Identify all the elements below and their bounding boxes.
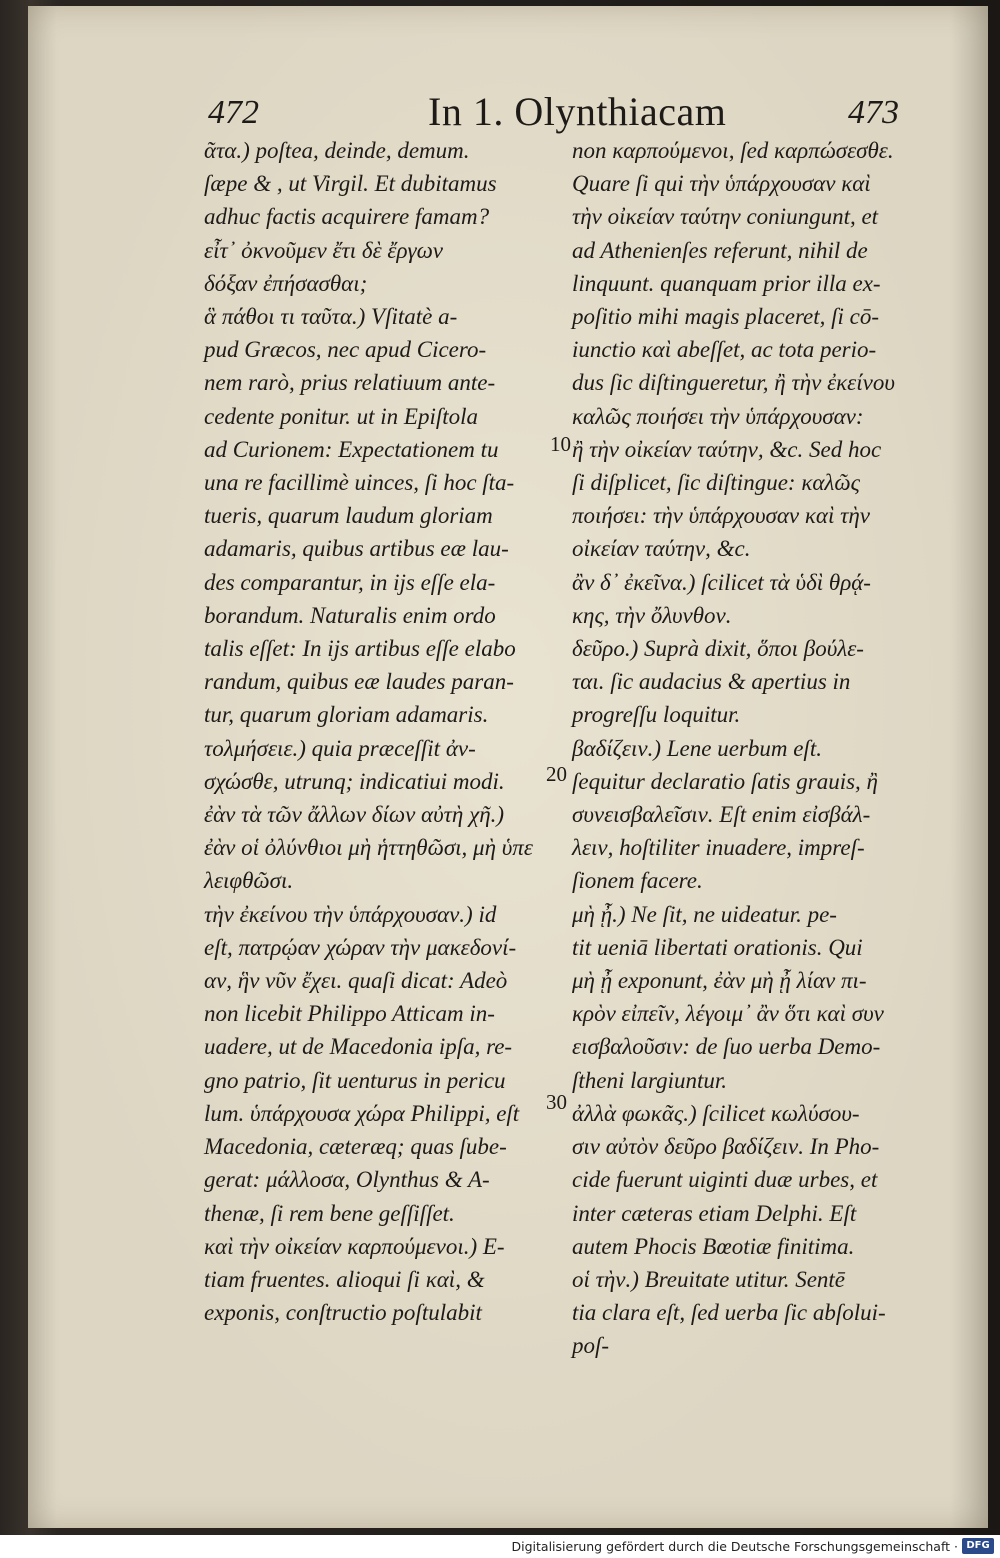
text-line: tueris, quarum laudum gloriam bbox=[204, 503, 493, 529]
text-line: randum, quibus eæ laudes paran- bbox=[204, 669, 514, 695]
text-line: cedente ponitur. ut in Epiſtola bbox=[204, 403, 479, 429]
text-line: lum. ὑπάρχουσα χώρα Philippi, eſt bbox=[204, 1100, 520, 1126]
text-line: Quare ſi qui τὴν ὑπάρχουσαν καὶ bbox=[572, 171, 871, 197]
text-line: ᾶτα.) poſtea, deinde, demum. bbox=[204, 138, 470, 163]
text-line: ἐὰν τὰ τῶν ἄλλων δίων αὐτὴ χῆ.) bbox=[204, 802, 505, 828]
text-line: βαδίζειν.) Lene uerbum eſt. bbox=[572, 735, 822, 761]
text-line: ται. ſic audacius & apertius in bbox=[572, 669, 851, 695]
text-line: ſæpe & , ut Virgil. Et dubitamus bbox=[204, 171, 497, 197]
text-line: ſi diſplicet, ſic diſtingue: καλῶς bbox=[572, 470, 860, 496]
text-line: una re facillimè uinces, ſi hoc ſta- bbox=[204, 470, 515, 496]
page-number-right: 473 bbox=[848, 94, 899, 131]
text-line: ἀλλὰ φωκᾶς.) ſcilicet κωλύσου- bbox=[572, 1100, 860, 1126]
text-line: tia clara eſt, ſed uerba ſic abſolui- bbox=[572, 1300, 886, 1326]
text-line: dus ſic diſtingueretur, ἢ τὴν ἐκείνου bbox=[572, 370, 895, 396]
text-line: gno patrio, ſit uenturus in pericu bbox=[204, 1067, 506, 1093]
text-line: εισβαλοῦσιν: de ſuo uerba Demo- bbox=[572, 1034, 881, 1060]
text-line: adamaris, quibus artibus eæ lau- bbox=[204, 536, 509, 562]
text-line: ſequitur declaratio ſatis grauis, ἢ bbox=[572, 768, 878, 794]
text-line: τὴν οἰκείαν ταύτην coniungunt, et bbox=[572, 204, 879, 230]
text-line: pud Græcos, nec apud Cicero- bbox=[204, 337, 487, 363]
text-line: συνεισβαλεῖσιν. Eſt enim εἰσβάλ- bbox=[572, 802, 871, 828]
text-line: ad Curionem: Expectationem tu bbox=[204, 436, 499, 462]
text-line: talis eſſet: In ijs artibus eſſe elabo bbox=[204, 636, 516, 662]
text-line: σχώσθε, utrunq; indicatiui modi. bbox=[204, 768, 505, 794]
text-line: non licebit Philippo Atticam in- bbox=[204, 1001, 495, 1027]
text-line: λειφθῶσι. bbox=[204, 868, 294, 894]
text-line: poſitio mihi magis placeret, ſi cō- bbox=[572, 304, 880, 330]
text-line: ſtheni largiuntur. bbox=[572, 1067, 728, 1093]
text-line: εἶτ᾽ ὀκνοῦμεν ἔτι δὲ ἔργων bbox=[204, 237, 444, 263]
text-line: adhuc factis acquirere famam? bbox=[204, 204, 490, 230]
text-line: σιν αὐτὸν δεῦρο βαδίζειν. In Pho- bbox=[572, 1134, 880, 1160]
text-line: οἱ τὴν.) Breuitate utitur. Sentē bbox=[572, 1266, 846, 1292]
text-line: τολμήσειε.) quia præceſſit ἀν- bbox=[204, 735, 476, 761]
text-line: tiam fruentes. alioqui ſi καὶ, & bbox=[204, 1266, 485, 1292]
page-number-left: 472 bbox=[208, 94, 259, 131]
text-line: tur, quarum gloriam adamaris. bbox=[204, 702, 489, 728]
text-line: progreſſu loquitur. bbox=[572, 702, 741, 728]
text-line: μὴ ᾖ.) Ne ſit, ne uideatur. pe- bbox=[572, 901, 837, 927]
left-text-column bbox=[204, 134, 564, 1329]
funding-notice: Digitalisierung gefördert durch die Deutsche Forschungsgemeinschaft · bbox=[511, 1539, 958, 1554]
text-line: κης, τὴν ὄλυνθον. bbox=[572, 602, 732, 628]
text-line: αν, ἣν νῦν ἔχει. quaſi dicat: Adeò bbox=[204, 968, 508, 994]
text-line: ἃ πάθοι τι ταῦτα.) Vſitatè a- bbox=[204, 304, 458, 330]
text-line: ἂν δ᾽ ἐκεῖνα.) ſcilicet τὰ ὑδὶ θρᾴ- bbox=[572, 569, 871, 595]
text-line: tit ueniā libertati orationis. Qui bbox=[572, 934, 863, 960]
running-title: In 1. Olynthiacam bbox=[428, 89, 727, 134]
line-number-30: 30 bbox=[546, 1090, 567, 1114]
text-line: ad Athenienſes referunt, nihil de bbox=[572, 237, 868, 263]
text-line: non καρπούμενοι, ſed καρπώσεσθε. bbox=[572, 138, 894, 163]
text-line: nem rarò, prius relatiuum ante- bbox=[204, 370, 496, 396]
text-line: καλῶς ποιήσει τὴν ὑπάρχουσαν: bbox=[572, 403, 864, 429]
line-number-10: 10 bbox=[550, 432, 571, 456]
text-line: ποιήσει: τὴν ὑπάρχουσαν καὶ τὴν bbox=[572, 503, 870, 529]
text-line: δεῦρο.) Suprà dixit, ὅποι βούλε- bbox=[572, 636, 864, 662]
text-line: οἰκείαν ταύτην, &c. bbox=[572, 536, 751, 562]
text-line: eſt, πατρῴαν χώραν τὴν μακεδονί- bbox=[204, 934, 517, 960]
running-header bbox=[28, 84, 988, 134]
text-line: thenæ, ſi rem bene geſſiſſet. bbox=[204, 1200, 455, 1226]
text-line: gerat: μάλλοσα, Olynthus & A- bbox=[204, 1167, 490, 1193]
text-line: δόξαν ἐπήσασθαι; bbox=[204, 270, 368, 296]
text-line: iunctio καὶ abeſſet, ac tota perio- bbox=[572, 337, 877, 363]
text-line: ἢ τὴν οἰκείαν ταύτην, &c. Sed hoc bbox=[572, 436, 882, 462]
text-line: καὶ τὴν οἰκείαν καρπούμενοι.) E- bbox=[204, 1233, 505, 1259]
text-line: τὴν ἐκείνου τὴν ὑπάρχουσαν.) id bbox=[204, 901, 497, 927]
text-line: Macedonia, cæteræq; quas ſube- bbox=[204, 1134, 507, 1160]
text-line: λειν, hoſtiliter inuadere, impreſ- bbox=[572, 835, 865, 861]
text-line: linquunt. quanquam prior illa ex- bbox=[572, 270, 881, 296]
text-line: uadere, ut de Macedonia ipſa, re- bbox=[204, 1034, 513, 1060]
text-line: ἐὰν οἱ ὀλύνθιοι μὴ ἡττηθῶσι, μὴ ὑπε bbox=[204, 835, 533, 861]
text-line: exponis, conſtructio poſtulabit bbox=[204, 1300, 482, 1326]
right-text-column bbox=[572, 134, 942, 1363]
line-number-20: 20 bbox=[546, 762, 567, 786]
text-line: borandum. Naturalis enim ordo bbox=[204, 602, 496, 628]
dfg-logo: DFG bbox=[962, 1538, 994, 1554]
footer-bar bbox=[0, 1535, 1000, 1558]
text-line: inter cæteras etiam Delphi. Eſt bbox=[572, 1200, 857, 1226]
text-line: cide fuerunt uiginti duæ urbes, et bbox=[572, 1167, 878, 1193]
text-line: ſionem facere. bbox=[572, 868, 703, 894]
text-line: poſ- bbox=[572, 1333, 610, 1359]
text-line: autem Phocis Bœotiæ finitima. bbox=[572, 1233, 855, 1259]
book-page bbox=[28, 6, 988, 1528]
text-line: μὴ ᾖ exponunt, ἐὰν μὴ ᾖ λίαν πι- bbox=[572, 968, 867, 994]
text-line: κρὸν εἰπεῖν, λέγοιμ᾽ ἂν ὅτι καὶ συν bbox=[572, 1001, 884, 1027]
text-line: des comparantur, in ijs eſſe ela- bbox=[204, 569, 496, 595]
